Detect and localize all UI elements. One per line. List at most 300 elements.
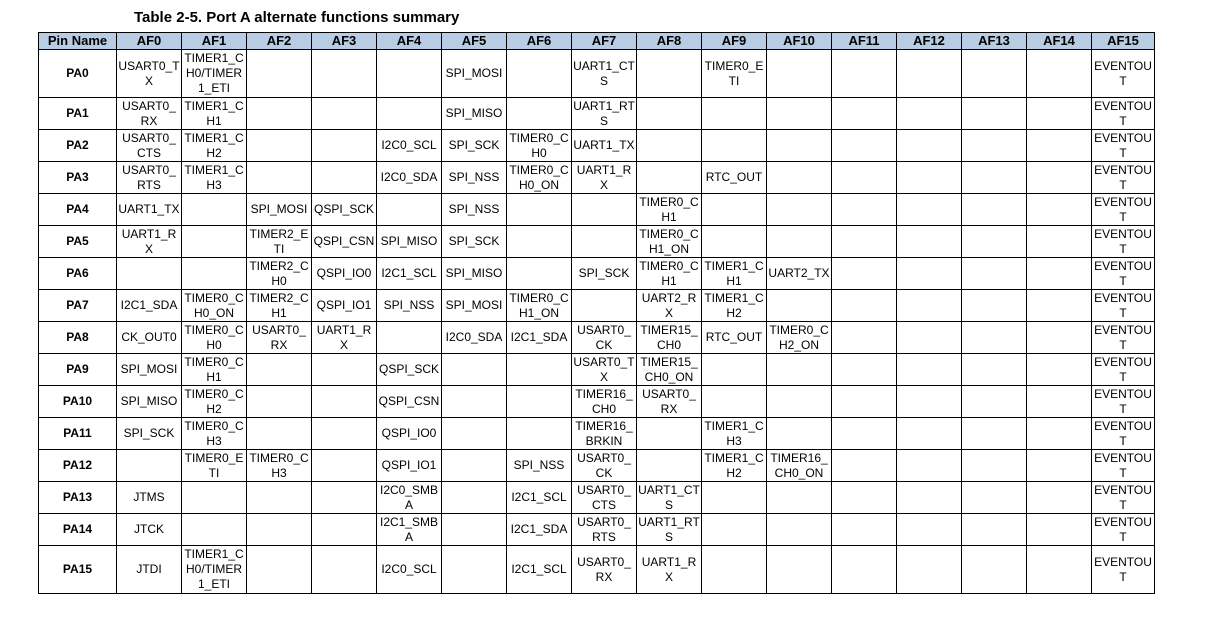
- pin-name-cell: PA6: [39, 258, 117, 290]
- table-body: [39, 50, 1155, 594]
- header-af5: AF5: [442, 33, 507, 50]
- af13-cell: [962, 290, 1027, 322]
- af9-cell: [702, 130, 767, 162]
- af14-cell: [1027, 354, 1092, 386]
- af15-cell: EVENTOUT: [1092, 482, 1155, 514]
- header-af10: AF10: [767, 33, 832, 50]
- pin-name-cell: PA13: [39, 482, 117, 514]
- pin-name-cell: PA11: [39, 418, 117, 450]
- af0-cell: UART1_TX: [117, 194, 182, 226]
- pin-name-cell: PA7: [39, 290, 117, 322]
- af6-cell: I2C1_SDA: [507, 514, 572, 546]
- header-af13: AF13: [962, 33, 1027, 50]
- af8-cell: UART2_RX: [637, 290, 702, 322]
- table-caption: Table 2-5. Port A alternate functions summary: [134, 9, 460, 26]
- af6-cell: TIMER0_CH0_ON: [507, 162, 572, 194]
- af2-cell: TIMER2_ETI: [247, 226, 312, 258]
- af1-cell: TIMER0_CH2: [182, 386, 247, 418]
- af10-cell: [767, 226, 832, 258]
- af9-cell: [702, 546, 767, 594]
- header-af7: AF7: [572, 33, 637, 50]
- af10-cell: [767, 514, 832, 546]
- af7-cell: USART0_CTS: [572, 482, 637, 514]
- af10-cell: UART2_TX: [767, 258, 832, 290]
- af12-cell: [897, 194, 962, 226]
- af6-cell: [507, 386, 572, 418]
- af9-cell: [702, 386, 767, 418]
- af12-cell: [897, 546, 962, 594]
- af9-cell: RTC_OUT: [702, 322, 767, 354]
- af9-cell: [702, 226, 767, 258]
- af8-cell: [637, 50, 702, 98]
- af4-cell: I2C0_SDA: [377, 162, 442, 194]
- af4-cell: QSPI_CSN: [377, 386, 442, 418]
- af10-cell: [767, 194, 832, 226]
- af3-cell: [312, 546, 377, 594]
- af4-cell: I2C1_SMBA: [377, 514, 442, 546]
- af13-cell: [962, 226, 1027, 258]
- af14-cell: [1027, 130, 1092, 162]
- af12-cell: [897, 130, 962, 162]
- af2-cell: [247, 130, 312, 162]
- table-row: [39, 450, 1155, 482]
- pin-name-cell: PA8: [39, 322, 117, 354]
- af14-cell: [1027, 162, 1092, 194]
- af13-cell: [962, 258, 1027, 290]
- af0-cell: UART1_RX: [117, 226, 182, 258]
- af7-cell: USART0_CK: [572, 450, 637, 482]
- af6-cell: I2C1_SCL: [507, 546, 572, 594]
- af1-cell: TIMER1_CH2: [182, 130, 247, 162]
- af6-cell: [507, 98, 572, 130]
- af9-cell: [702, 194, 767, 226]
- af3-cell: QSPI_IO0: [312, 258, 377, 290]
- af9-cell: TIMER0_ETI: [702, 50, 767, 98]
- af2-cell: [247, 50, 312, 98]
- af0-cell: USART0_CTS: [117, 130, 182, 162]
- af12-cell: [897, 450, 962, 482]
- af1-cell: [182, 226, 247, 258]
- af5-cell: [442, 354, 507, 386]
- af3-cell: UART1_RX: [312, 322, 377, 354]
- af5-cell: [442, 450, 507, 482]
- af11-cell: [832, 98, 897, 130]
- af13-cell: [962, 98, 1027, 130]
- af13-cell: [962, 386, 1027, 418]
- af8-cell: TIMER15_CH0: [637, 322, 702, 354]
- af3-cell: [312, 162, 377, 194]
- af8-cell: UART1_RX: [637, 546, 702, 594]
- af6-cell: TIMER0_CH0: [507, 130, 572, 162]
- header-af6: AF6: [507, 33, 572, 50]
- af5-cell: SPI_NSS: [442, 194, 507, 226]
- af4-cell: SPI_NSS: [377, 290, 442, 322]
- af10-cell: [767, 162, 832, 194]
- af14-cell: [1027, 258, 1092, 290]
- af2-cell: TIMER0_CH3: [247, 450, 312, 482]
- af11-cell: [832, 514, 897, 546]
- af8-cell: [637, 162, 702, 194]
- af15-cell: EVENTOUT: [1092, 354, 1155, 386]
- af7-cell: USART0_RTS: [572, 514, 637, 546]
- af3-cell: [312, 450, 377, 482]
- header-af1: AF1: [182, 33, 247, 50]
- af8-cell: [637, 98, 702, 130]
- af13-cell: [962, 322, 1027, 354]
- af5-cell: I2C0_SDA: [442, 322, 507, 354]
- af6-cell: SPI_NSS: [507, 450, 572, 482]
- af7-cell: UART1_CTS: [572, 50, 637, 98]
- af12-cell: [897, 226, 962, 258]
- af7-cell: UART1_RTS: [573, 98, 635, 128]
- af3-cell: [312, 130, 377, 162]
- af3-cell: [312, 514, 377, 546]
- af6-cell: [507, 50, 572, 98]
- af5-cell: SPI_MOSI: [442, 50, 507, 98]
- af14-cell: [1027, 98, 1092, 130]
- header-af0: AF0: [117, 33, 182, 50]
- af5-cell: SPI_MISO: [442, 258, 507, 290]
- af15-cell: EVENTOUT: [1092, 258, 1155, 290]
- af0-cell: JTDI: [117, 546, 182, 594]
- pin-name-cell: PA2: [39, 130, 117, 162]
- af12-cell: [897, 482, 962, 514]
- af1-cell: TIMER0_CH0_ON: [182, 290, 247, 322]
- af6-cell: [507, 354, 572, 386]
- af14-cell: [1027, 50, 1092, 98]
- af7-cell: USART0_TX: [573, 354, 635, 384]
- af5-cell: SPI_MOSI: [442, 290, 507, 322]
- af2-cell: [247, 386, 312, 418]
- af12-cell: [897, 386, 962, 418]
- pin-name-cell: PA12: [39, 450, 117, 482]
- af0-cell: SPI_SCK: [117, 418, 182, 450]
- af6-cell: [507, 226, 572, 258]
- af10-cell: [767, 386, 832, 418]
- af11-cell: [832, 450, 897, 482]
- af2-cell: TIMER2_CH1: [247, 290, 312, 322]
- af11-cell: [832, 322, 897, 354]
- af7-cell: [572, 290, 637, 322]
- af11-cell: [832, 50, 897, 98]
- af3-cell: QSPI_SCK: [312, 194, 377, 226]
- af4-cell: I2C0_SCL: [377, 130, 442, 162]
- af0-cell: SPI_MOSI: [117, 354, 182, 386]
- table-row: [39, 50, 1155, 98]
- header-af12: AF12: [897, 33, 962, 50]
- table-row: [39, 162, 1155, 194]
- af9-cell: [702, 482, 767, 514]
- af8-cell: USART0_RX: [637, 386, 702, 418]
- pin-name-cell: PA9: [39, 354, 117, 386]
- af10-cell: [767, 546, 832, 594]
- af12-cell: [897, 514, 962, 546]
- af2-cell: [247, 514, 312, 546]
- af4-cell: [377, 50, 442, 98]
- af8-cell: UART1_CTS: [638, 482, 700, 512]
- af14-cell: [1027, 290, 1092, 322]
- pin-name-cell: PA1: [39, 98, 117, 130]
- af8-cell: [637, 418, 702, 450]
- af4-cell: QSPI_SCK: [377, 354, 442, 386]
- af3-cell: [312, 482, 377, 514]
- af8-cell: TIMER0_CH1: [637, 194, 702, 226]
- af2-cell: [247, 98, 312, 130]
- af7-cell: UART1_TX: [572, 130, 637, 162]
- pin-name-cell: PA4: [39, 194, 117, 226]
- af2-cell: [247, 546, 312, 594]
- af12-cell: [897, 50, 962, 98]
- header-af14: AF14: [1027, 33, 1092, 50]
- af4-cell: [377, 194, 442, 226]
- af13-cell: [962, 482, 1027, 514]
- af1-cell: [182, 482, 247, 514]
- af10-cell: [767, 290, 832, 322]
- af1-cell: TIMER1_CH1: [182, 98, 247, 130]
- af14-cell: [1027, 514, 1092, 546]
- af5-cell: [442, 386, 507, 418]
- af13-cell: [962, 194, 1027, 226]
- af11-cell: [832, 130, 897, 162]
- af10-cell: [767, 482, 832, 514]
- af4-cell: QSPI_IO0: [377, 418, 442, 450]
- af10-cell: TIMER0_CH2_ON: [767, 322, 832, 354]
- af14-cell: [1027, 226, 1092, 258]
- af14-cell: [1027, 450, 1092, 482]
- af1-cell: TIMER1_CH0/TIMER1_ETI: [182, 546, 247, 594]
- af4-cell: I2C0_SCL: [377, 546, 442, 594]
- af1-cell: [182, 194, 247, 226]
- af15-cell: EVENTOUT: [1092, 450, 1155, 482]
- af8-cell: [637, 130, 702, 162]
- af5-cell: [442, 546, 507, 594]
- af10-cell: [767, 418, 832, 450]
- af2-cell: TIMER2_CH0: [247, 258, 312, 290]
- af13-cell: [962, 418, 1027, 450]
- header-af2: AF2: [247, 33, 312, 50]
- af12-cell: [897, 322, 962, 354]
- af7-cell: USART0_RX: [572, 546, 637, 594]
- af15-cell: EVENTOUT: [1092, 50, 1155, 98]
- af12-cell: [897, 354, 962, 386]
- af15-cell: EVENTOUT: [1092, 322, 1155, 354]
- af5-cell: SPI_SCK: [442, 226, 507, 258]
- af13-cell: [962, 514, 1027, 546]
- af4-cell: I2C1_SCL: [377, 258, 442, 290]
- af15-cell: EVENTOUT: [1092, 130, 1155, 162]
- table-row: [39, 546, 1155, 594]
- af11-cell: [832, 226, 897, 258]
- af15-cell: EVENTOUT: [1092, 514, 1155, 546]
- af15-cell: EVENTOUT: [1092, 98, 1155, 130]
- af9-cell: TIMER1_CH1: [702, 258, 767, 290]
- af5-cell: SPI_NSS: [442, 162, 507, 194]
- af14-cell: [1027, 482, 1092, 514]
- af6-cell: I2C1_SCL: [507, 482, 572, 514]
- af7-cell: USART0_CK: [572, 322, 637, 354]
- af1-cell: TIMER1_CH0/TIMER1_ETI: [182, 50, 247, 98]
- alternate-functions-table: [38, 32, 1155, 594]
- af3-cell: [312, 98, 377, 130]
- af7-cell: TIMER16_BRKIN: [572, 418, 637, 450]
- af0-cell: SPI_MISO: [117, 386, 182, 418]
- af3-cell: [312, 354, 377, 386]
- af15-cell: EVENTOUT: [1092, 162, 1155, 194]
- af9-cell: [702, 98, 767, 130]
- af0-cell: USART0_RTS: [117, 162, 182, 194]
- af1-cell: TIMER0_CH3: [182, 418, 247, 450]
- af13-cell: [962, 50, 1027, 98]
- af10-cell: TIMER16_CH0_ON: [767, 450, 832, 482]
- af6-cell: [507, 418, 572, 450]
- table-row: [39, 258, 1155, 290]
- table-row: [39, 290, 1155, 322]
- af6-cell: I2C1_SDA: [507, 322, 572, 354]
- af9-cell: [702, 354, 767, 386]
- af11-cell: [832, 194, 897, 226]
- af15-cell: EVENTOUT: [1092, 194, 1155, 226]
- af4-cell: QSPI_IO1: [377, 450, 442, 482]
- af5-cell: SPI_SCK: [442, 130, 507, 162]
- af10-cell: [767, 130, 832, 162]
- af12-cell: [897, 98, 962, 130]
- af14-cell: [1027, 194, 1092, 226]
- af0-cell: CK_OUT0: [117, 322, 182, 354]
- af6-cell: [507, 194, 572, 226]
- af11-cell: [832, 258, 897, 290]
- af1-cell: TIMER0_CH0: [182, 322, 247, 354]
- header-af4: AF4: [377, 33, 442, 50]
- af1-cell: TIMER1_CH3: [182, 162, 247, 194]
- af7-cell: SPI_SCK: [572, 258, 637, 290]
- af14-cell: [1027, 386, 1092, 418]
- af1-cell: [182, 514, 247, 546]
- af3-cell: [312, 386, 377, 418]
- af1-cell: TIMER0_ETI: [182, 450, 247, 482]
- af12-cell: [897, 290, 962, 322]
- af11-cell: [832, 290, 897, 322]
- af5-cell: [442, 514, 507, 546]
- af7-cell: [572, 194, 637, 226]
- af4-cell: SPI_MISO: [377, 226, 442, 258]
- af10-cell: [767, 50, 832, 98]
- table-row: [39, 322, 1155, 354]
- table-row: [39, 226, 1155, 258]
- af11-cell: [832, 162, 897, 194]
- af15-cell: EVENTOUT: [1092, 226, 1155, 258]
- af13-cell: [962, 546, 1027, 594]
- af0-cell: [117, 450, 182, 482]
- af2-cell: [247, 354, 312, 386]
- af2-cell: [247, 162, 312, 194]
- af0-cell: JTCK: [117, 514, 182, 546]
- pin-name-cell: PA3: [39, 162, 117, 194]
- af0-cell: [117, 258, 182, 290]
- af3-cell: [312, 50, 377, 98]
- table-row: [39, 482, 1155, 514]
- table-row: [39, 130, 1155, 162]
- af11-cell: [832, 546, 897, 594]
- af7-cell: TIMER16_CH0: [572, 386, 637, 418]
- table-row: [39, 386, 1155, 418]
- table-row: [39, 194, 1155, 226]
- table-row: [39, 354, 1155, 386]
- af7-cell: [572, 226, 637, 258]
- af14-cell: [1027, 418, 1092, 450]
- af14-cell: [1027, 546, 1092, 594]
- table-row: [39, 98, 1155, 130]
- af15-cell: EVENTOUT: [1092, 418, 1155, 450]
- af12-cell: [897, 258, 962, 290]
- af9-cell: RTC_OUT: [702, 162, 767, 194]
- af0-cell: USART0_TX: [117, 50, 182, 98]
- af12-cell: [897, 162, 962, 194]
- header-af15: AF15: [1092, 33, 1155, 50]
- pin-name-cell: PA14: [39, 514, 117, 546]
- af5-cell: SPI_MISO: [442, 98, 507, 130]
- af8-cell: TIMER0_CH1: [637, 258, 702, 290]
- af13-cell: [962, 162, 1027, 194]
- af4-cell: I2C0_SMBA: [377, 482, 442, 514]
- af0-cell: I2C1_SDA: [117, 290, 182, 322]
- af12-cell: [897, 418, 962, 450]
- pin-name-cell: PA15: [39, 546, 117, 594]
- af15-cell: EVENTOUT: [1092, 546, 1155, 594]
- af8-cell: [637, 450, 702, 482]
- af14-cell: [1027, 322, 1092, 354]
- af0-cell: USART0_RX: [117, 98, 182, 130]
- af5-cell: [442, 418, 507, 450]
- af10-cell: [767, 354, 832, 386]
- af9-cell: [702, 514, 767, 546]
- af11-cell: [832, 482, 897, 514]
- pin-name-cell: PA0: [39, 50, 117, 98]
- af8-cell: UART1_RTS: [638, 514, 700, 544]
- header-af9: AF9: [702, 33, 767, 50]
- af11-cell: [832, 386, 897, 418]
- af10-cell: [767, 98, 832, 130]
- af6-cell: TIMER0_CH1_ON: [507, 290, 572, 322]
- af1-cell: [182, 258, 247, 290]
- af2-cell: SPI_MOSI: [247, 194, 312, 226]
- af8-cell: TIMER0_CH1_ON: [637, 226, 702, 258]
- af9-cell: TIMER1_CH2: [702, 290, 767, 322]
- pin-name-cell: PA5: [39, 226, 117, 258]
- af2-cell: [247, 418, 312, 450]
- af11-cell: [832, 354, 897, 386]
- table-row: [39, 418, 1155, 450]
- af3-cell: QSPI_CSN: [312, 226, 377, 258]
- af13-cell: [962, 130, 1027, 162]
- af2-cell: [247, 482, 312, 514]
- af3-cell: [312, 418, 377, 450]
- table-row: [39, 514, 1155, 546]
- af9-cell: TIMER1_CH2: [702, 450, 767, 482]
- af4-cell: [377, 322, 442, 354]
- af2-cell: USART0_RX: [247, 322, 312, 354]
- af15-cell: EVENTOUT: [1092, 290, 1155, 322]
- af13-cell: [962, 450, 1027, 482]
- af9-cell: TIMER1_CH3: [702, 418, 767, 450]
- af15-cell: EVENTOUT: [1092, 386, 1155, 418]
- af3-cell: QSPI_IO1: [312, 290, 377, 322]
- af5-cell: [442, 482, 507, 514]
- header-af3: AF3: [312, 33, 377, 50]
- af0-cell: JTMS: [117, 482, 182, 514]
- af8-cell: TIMER15_CH0_ON: [637, 354, 702, 386]
- af6-cell: [507, 258, 572, 290]
- header-pin-name: Pin Name: [39, 33, 117, 50]
